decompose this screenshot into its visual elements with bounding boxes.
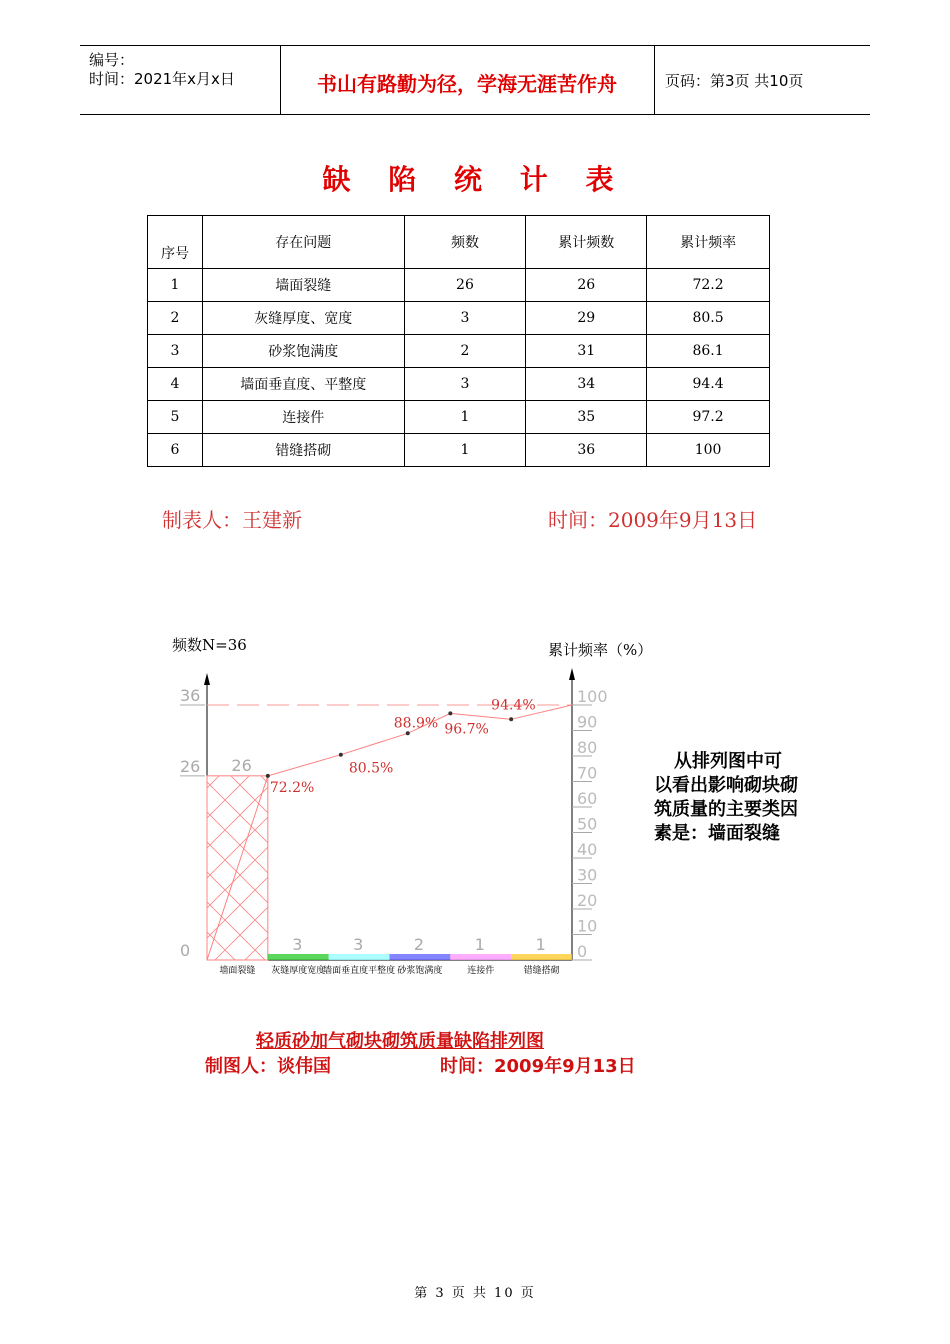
cumulative-point [266, 774, 270, 778]
left-axis-label: 频数N=36 [172, 636, 247, 654]
bar [511, 954, 572, 960]
right-axis-label: 累计频率（%） [548, 641, 653, 659]
cell: 墙面裂缝 [202, 269, 404, 302]
pareto-chart [150, 620, 653, 1000]
right-tick-label: 40 [577, 840, 598, 859]
left-tick-label: 26 [180, 756, 201, 776]
header-motto-cell [280, 46, 655, 114]
table-header-row [148, 216, 770, 269]
header-page-code: 页码：第3页 共10页 [665, 72, 804, 90]
right-tick-label: 70 [577, 763, 598, 783]
right-tick-label: 60 [577, 789, 598, 808]
right-tick-label: 80 [577, 738, 598, 757]
bar [450, 954, 511, 960]
cumulative-label: 94.4% [491, 697, 536, 714]
cell: 5 [148, 401, 203, 434]
cell: 3 [148, 335, 203, 368]
right-axis-arrow [569, 668, 575, 680]
cell: 86.1 [647, 335, 770, 368]
cell: 80.5 [647, 302, 770, 335]
chart-maker: 制图人：谈伟国 [205, 1056, 331, 1077]
right-tick-label: 10 [577, 916, 598, 936]
table-time: 时间：2009年9月13日 [548, 508, 758, 532]
cell: 连接件 [202, 401, 404, 434]
table-row [148, 269, 770, 302]
cell: 1 [404, 401, 526, 434]
cell: 6 [148, 434, 203, 467]
left-tick-label: 36 [180, 686, 201, 705]
table-row [148, 401, 770, 434]
table-row [148, 368, 770, 401]
cell: 94.4 [647, 368, 770, 401]
bar-value-label: 3 [292, 935, 303, 954]
cell: 2 [404, 335, 526, 368]
cell: 2 [148, 302, 203, 335]
cell: 72.2 [647, 269, 770, 302]
bar [390, 954, 451, 960]
bar-value-label: 1 [474, 935, 485, 954]
header-seq: 序号 [148, 216, 203, 269]
bar-value-label: 3 [353, 935, 364, 954]
page-footer: 第 3 页 共 10 页 [414, 1286, 536, 1301]
defect-table [147, 215, 770, 467]
cell: 36 [526, 434, 647, 467]
left-axis-arrow [204, 673, 210, 685]
cumulative-point [339, 753, 343, 757]
cell: 错缝搭砌 [202, 434, 404, 467]
document-title: 缺 陷 统 计 表 [322, 163, 628, 196]
header-info-cell [80, 46, 281, 114]
left-tick-label: 0 [180, 941, 191, 960]
table-row [148, 302, 770, 335]
header-time: 时间：2021年x月x日 [89, 70, 235, 88]
header-cum-frequency: 累计频数 [526, 216, 647, 269]
right-tick-label: 20 [577, 891, 598, 910]
cell: 31 [526, 335, 647, 368]
cumulative-label: 96.7% [444, 721, 489, 738]
category-label: 墙面裂缝 [219, 966, 256, 976]
bar [268, 954, 329, 960]
right-tick-label: 30 [577, 865, 598, 885]
bar [329, 954, 390, 960]
cell: 26 [526, 269, 647, 302]
cell: 97.2 [647, 401, 770, 434]
cell: 35 [526, 401, 647, 434]
serial-label: 编号： [89, 51, 135, 69]
cell: 34 [526, 368, 647, 401]
bar-value-label: 2 [413, 935, 425, 954]
cumulative-label: 80.5% [348, 760, 394, 777]
page-header [80, 45, 870, 115]
cell: 灰缝厚度、宽度 [202, 302, 404, 335]
chart-time: 时间：2009年9月13日 [440, 1056, 636, 1077]
right-tick-label: 50 [577, 814, 598, 834]
cumulative-label: 72.2% [269, 779, 315, 796]
motto: 书山有路勤为径，学海无涯苦作舟 [317, 72, 617, 96]
category-label: 墙面垂直度平整度 [323, 966, 396, 976]
category-label: 连接件 [467, 966, 495, 976]
table-row [148, 434, 770, 467]
right-tick-label: 100 [577, 687, 608, 706]
chart-caption: 轻质砂加气砌块砌筑质量缺陷排列图 [256, 1031, 544, 1052]
tabulator: 制表人：王建新 [162, 508, 302, 532]
category-label: 灰缝厚度宽度 [271, 966, 326, 976]
cell: 4 [148, 368, 203, 401]
cumulative-point [406, 731, 410, 735]
cumulative-point [448, 711, 452, 715]
cell: 1 [404, 434, 526, 467]
category-label: 错缝搭砌 [523, 966, 560, 976]
header-problem: 存在问题 [202, 216, 404, 269]
cell: 26 [404, 269, 526, 302]
cell: 3 [404, 302, 526, 335]
header-cum-rate: 累计频率 [647, 216, 770, 269]
cell: 墙面垂直度、平整度 [202, 368, 404, 401]
cell: 100 [647, 434, 770, 467]
right-tick-label: 0 [577, 942, 588, 961]
cumulative-point [509, 717, 513, 721]
cell: 3 [404, 368, 526, 401]
category-label: 砂浆饱满度 [397, 966, 443, 976]
bar-value-label: 1 [535, 935, 546, 954]
cell: 29 [526, 302, 647, 335]
conclusion-note: 从排列图中可以看出影响砌块砌筑质量的主要类因素是：墙面裂缝 [654, 751, 798, 844]
header-frequency: 频数 [404, 216, 526, 269]
cell: 砂浆饱满度 [202, 335, 404, 368]
right-tick-label: 90 [577, 712, 598, 732]
cumulative-label: 88.9% [393, 715, 439, 732]
cell: 1 [148, 269, 203, 302]
table-row [148, 335, 770, 368]
bar-value-label: 26 [231, 755, 252, 775]
